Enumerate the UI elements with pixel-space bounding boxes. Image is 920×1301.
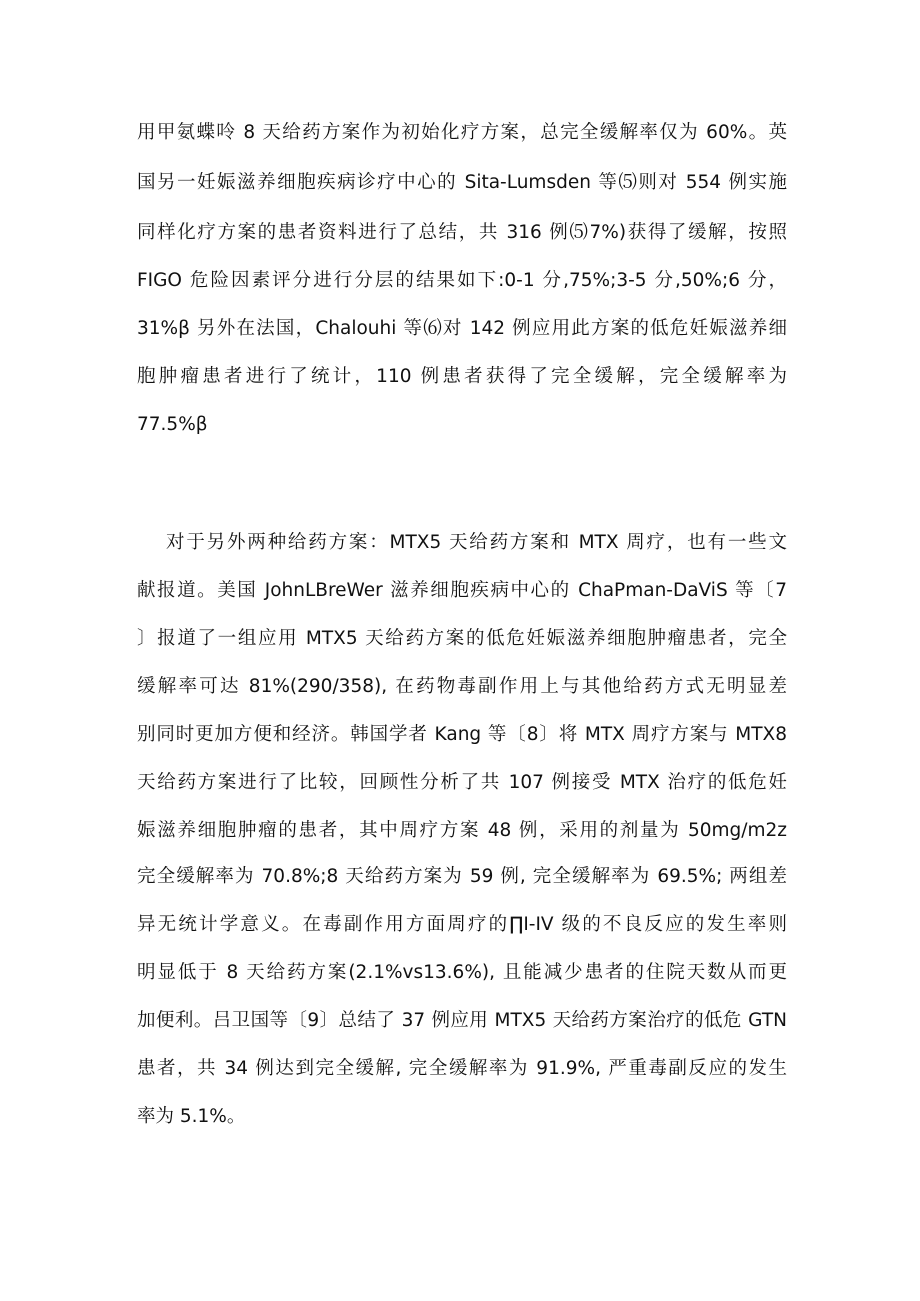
text-line: 〕报道了一组应用 MTX5 天给药方案的低危妊娠滋养细胞肿瘤患者，完全 [137,628,787,649]
text-line: 加便利。吕卫国等〔9〕总结了 37 例应用 MTX5 天给药方案治疗的低危 GTN [137,1010,787,1031]
text-line: 率为 5.1%。 [137,1106,246,1127]
text-line: 缓解率可达 81%(290/358), 在药物毒副作用上与其他给药方式无明显差 [137,676,787,697]
text-line: 别同时更加方便和经济。韩国学者 Kang 等〔8〕将 MTX 周疗方案与 MTX8 [137,724,787,745]
text-line: 娠滋养细胞肿瘤的患者，其中周疗方案 48 例，采用的剂量为 50mg∕m2z [137,820,787,841]
text-line: 完全缓解率为 70.8%;8 天给药方案为 59 例, 完全缓解率为 69.5%; 两组差 [137,866,787,887]
text-line: 明显低于 8 天给药方案(2.1%vs13.6%), 且能减少患者的住院天数从而更 [137,962,787,983]
text-line: 献报道。美国 JohnLBreWer 滋养细胞疾病中心的 ChaPman-DaViS 等〔7 [137,580,787,601]
text-line: 天给药方案进行了比较，回顾性分析了共 107 例接受 MTX 治疗的低危妊 [137,772,787,793]
text-line: 异无统计学意义。在毒副作用方面周疗的∏I-IV 级的不良反应的发生率则 [137,914,787,935]
text-line: 国另一妊娠滋养细胞疾病诊疗中心的 Sita-Lumsden 等⑸则对 554 例实施 [137,172,787,193]
text-line: 77.5%β [137,414,208,435]
text-line: 同样化疗方案的患者资料进行了总结，共 316 例⑸7%)获得了缓解，按照 [137,222,787,243]
text-line: 31%β 另外在法国，Chalouhi 等⑹对 142 例应用此方案的低危妊娠滋养细 [137,318,787,339]
text-line: 用甲氨蝶呤 8 天给药方案作为初始化疗方案，总完全缓解率仅为 60%。英 [137,122,787,143]
text-line: 患者，共 34 例达到完全缓解, 完全缓解率为 91.9%, 严重毒副反应的发生 [137,1058,787,1079]
text-line: FIGO 危险因素评分进行分层的结果如下:0-1 分,75%;3-5 分,50%;6 分， [137,270,787,291]
text-line: 胞肿瘤患者进行了统计，110 例患者获得了完全缓解，完全缓解率为 [137,366,787,387]
text-line: 对于另外两种给药方案：MTX5 天给药方案和 MTX 周疗，也有一些文 [166,532,787,553]
